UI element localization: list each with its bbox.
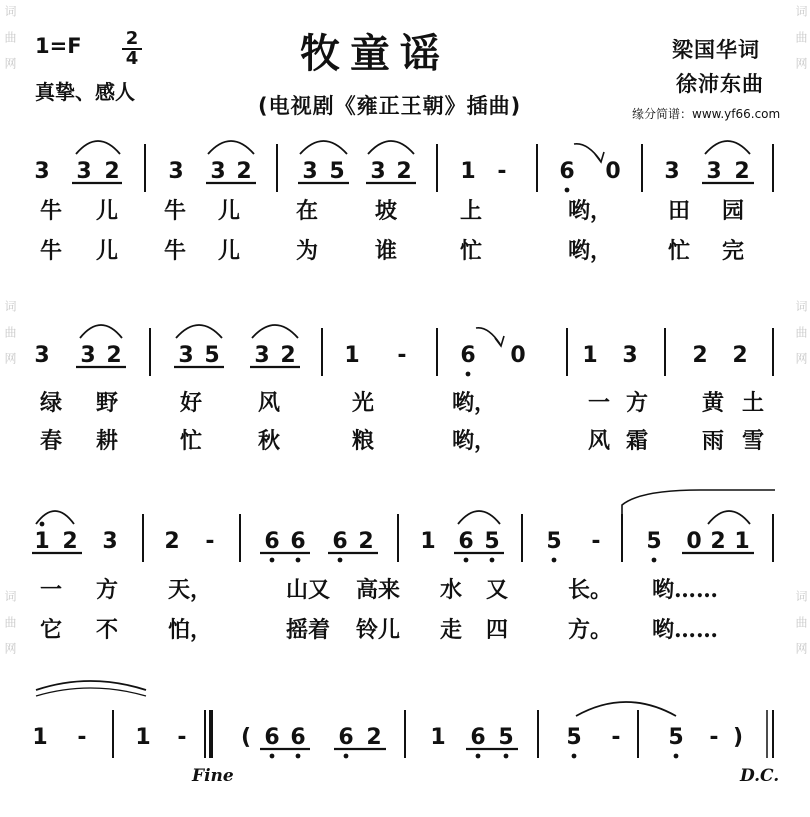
note-digit: 1 <box>344 343 360 368</box>
slur <box>176 325 222 338</box>
note-digit: 0 <box>686 529 702 554</box>
note-digit: 3 <box>34 159 50 184</box>
note-digit: 5 <box>484 529 500 554</box>
note-digit: 1 <box>420 529 436 554</box>
lyric-verse-2: 霜 <box>626 428 649 454</box>
note-digit: 6 <box>470 725 486 750</box>
dc-marking: D.C. <box>740 766 780 786</box>
lyric-verse-2: 怕， <box>168 617 213 643</box>
lyric-verse-1: 牛 <box>40 198 63 224</box>
lyric-verse-2: 哟， <box>452 428 497 454</box>
slur <box>300 141 347 154</box>
note-digit: 6 <box>264 725 280 750</box>
lyric-verse-2: 谁 <box>375 238 398 264</box>
note-digit: 5 <box>668 725 684 750</box>
note-digit: 6 <box>559 159 575 184</box>
note-digit: 5 <box>204 343 220 368</box>
note-digit: 1 <box>734 529 750 554</box>
lyric-verse-1: 在 <box>296 198 319 224</box>
lyric-verse-2: 粮 <box>352 428 375 454</box>
slur <box>80 325 122 338</box>
lyric-verse-1: 一 <box>588 390 611 416</box>
lyric-verse-1: 田 <box>668 198 691 224</box>
note-digit: 6 <box>290 529 306 554</box>
note-digit: 5 <box>329 159 345 184</box>
lyric-verse-2: 四 <box>486 617 509 643</box>
lyric-verse-2: 春 <box>40 428 63 454</box>
dash-hold: - <box>77 725 87 750</box>
note-digit: 3 <box>210 159 226 184</box>
time-signature-top: 2 <box>122 30 142 50</box>
lyric-verse-1: 儿 <box>96 198 119 224</box>
fine-marking: Fine <box>192 766 234 786</box>
note-digit: 3 <box>664 159 680 184</box>
lyric-verse-1: 方 <box>96 577 119 603</box>
watermark-left-1: 词曲网 <box>3 5 17 83</box>
tempo-mood: 真挚、感人 <box>35 80 135 104</box>
lyric-verse-2: 它 <box>40 617 63 643</box>
note-digit: 2 <box>710 529 726 554</box>
key-signature: 1=F <box>35 34 82 58</box>
note-digit: 3 <box>168 159 184 184</box>
tie <box>36 688 146 696</box>
dash-hold: - <box>397 343 407 368</box>
octave-dot-low <box>466 372 471 377</box>
dash-hold: - <box>497 159 507 184</box>
watermark-right-3: 词曲网 <box>794 590 808 668</box>
note-digit: 3 <box>80 343 96 368</box>
octave-dot-low <box>344 754 349 759</box>
dash-hold: - <box>591 529 601 554</box>
octave-dot-low <box>565 188 570 193</box>
note-digit: 6 <box>264 529 280 554</box>
tie <box>36 681 146 690</box>
lyric-verse-2: 完 <box>722 238 745 264</box>
lyric-verse-1: 哟…… <box>652 577 719 603</box>
lyric-verse-1: 高来 <box>356 577 401 603</box>
lyric-verse-2: 方。 <box>568 617 613 643</box>
note-digit: 3 <box>102 529 118 554</box>
composer-credit: 徐沛东曲 <box>676 72 764 96</box>
glissando-arrow <box>574 144 600 160</box>
note-digit: 1 <box>34 529 50 554</box>
lyric-verse-2: 不 <box>96 617 119 643</box>
note-digit: ( <box>240 725 252 750</box>
lyric-verse-2: 哟…… <box>652 617 719 643</box>
note-digit: 1 <box>32 725 48 750</box>
note-digit: 2 <box>280 343 296 368</box>
ending-bracket <box>622 490 775 525</box>
note-digit: 2 <box>164 529 180 554</box>
lyric-verse-2: 摇着 <box>286 617 331 643</box>
lyric-verse-1: 山又 <box>286 577 331 603</box>
lyric-verse-2: 牛 <box>40 238 63 264</box>
lyric-verse-2: 儿 <box>96 238 119 264</box>
lyric-verse-1: 绿 <box>40 390 63 416</box>
lyric-verse-2: 牛 <box>164 238 187 264</box>
slur <box>208 141 254 154</box>
lyric-verse-2: 秋 <box>258 428 281 454</box>
octave-dot-low <box>552 558 557 563</box>
octave-dot-low <box>270 754 275 759</box>
lyric-verse-2: 铃儿 <box>356 617 401 643</box>
lyric-verse-1: 风 <box>258 390 281 416</box>
song-subtitle: (电视剧《雍正王朝》插曲) <box>258 94 522 118</box>
lyric-verse-2: 走 <box>440 617 463 643</box>
octave-dot-low <box>296 754 301 759</box>
note-digit: 5 <box>646 529 662 554</box>
note-digit: 2 <box>396 159 412 184</box>
lyric-verse-1: 光 <box>352 390 375 416</box>
dash-hold: - <box>709 725 719 750</box>
note-digit: 3 <box>302 159 318 184</box>
lyric-verse-1: 长。 <box>568 577 613 603</box>
lyric-verse-2: 忙 <box>180 428 203 454</box>
note-digit: 0 <box>510 343 526 368</box>
note-digit: ) <box>732 725 744 750</box>
dash-hold: - <box>611 725 621 750</box>
note-digit: 6 <box>338 725 354 750</box>
lyric-verse-2: 风 <box>588 428 611 454</box>
octave-dot-high <box>40 522 45 527</box>
watermark-right-2: 词曲网 <box>794 300 808 378</box>
note-digit: 5 <box>546 529 562 554</box>
watermark-right-1: 词曲网 <box>794 5 808 83</box>
lyric-verse-2: 耕 <box>96 428 119 454</box>
note-digit: 2 <box>366 725 382 750</box>
lyric-verse-1: 上 <box>460 198 483 224</box>
lyric-verse-2: 雨 <box>702 428 725 454</box>
lyric-verse-2: 儿 <box>218 238 241 264</box>
note-digit: 2 <box>236 159 252 184</box>
lyric-verse-1: 野 <box>96 390 119 416</box>
note-digit: 3 <box>706 159 722 184</box>
lyric-verse-1: 黄 <box>702 390 725 416</box>
note-digit: 1 <box>430 725 446 750</box>
octave-dot-low <box>674 754 679 759</box>
note-digit: 6 <box>458 529 474 554</box>
slur <box>252 325 298 338</box>
lyric-verse-2: 雪 <box>742 428 765 454</box>
song-title: 牧童谣 <box>300 30 450 77</box>
note-digit: 2 <box>62 529 78 554</box>
lyric-verse-2: 忙 <box>460 238 483 264</box>
octave-dot-low <box>338 558 343 563</box>
note-digit: 0 <box>605 159 621 184</box>
lyric-verse-1: 园 <box>722 198 745 224</box>
slur <box>705 141 750 154</box>
arrow-head <box>595 152 604 162</box>
octave-dot-low <box>476 754 481 759</box>
octave-dot-low <box>504 754 509 759</box>
lyric-verse-1: 哟， <box>452 390 497 416</box>
note-digit: 6 <box>332 529 348 554</box>
note-digit: 2 <box>732 343 748 368</box>
note-digit: 3 <box>76 159 92 184</box>
octave-dot-low <box>572 754 577 759</box>
lyric-verse-1: 又 <box>486 577 509 603</box>
lyric-verse-1: 哟， <box>568 198 613 224</box>
note-digit: 3 <box>34 343 50 368</box>
lyric-verse-1: 土 <box>742 390 765 416</box>
source-website: 缘分简谱：www.yf66.com <box>632 107 781 121</box>
lyric-verse-1: 方 <box>626 390 649 416</box>
octave-dot-low <box>464 558 469 563</box>
lyricist-credit: 梁国华词 <box>672 38 760 62</box>
tie <box>576 702 676 716</box>
lyric-verse-2: 忙 <box>668 238 691 264</box>
lyric-verse-2: 为 <box>296 238 319 264</box>
slur <box>458 511 500 524</box>
note-digit: 2 <box>358 529 374 554</box>
dash-hold: - <box>205 529 215 554</box>
lyric-verse-1: 水 <box>440 577 463 603</box>
octave-dot-low <box>490 558 495 563</box>
lyric-verse-1: 一 <box>40 577 63 603</box>
note-digit: 5 <box>566 725 582 750</box>
dash-hold: - <box>177 725 187 750</box>
arrow-head <box>495 336 504 346</box>
note-digit: 2 <box>734 159 750 184</box>
watermark-left-3: 词曲网 <box>3 590 17 668</box>
watermark-left-2: 词曲网 <box>3 300 17 378</box>
note-digit: 6 <box>460 343 476 368</box>
note-digit: 1 <box>135 725 151 750</box>
time-signature-bottom: 4 <box>125 48 139 69</box>
note-digit: 2 <box>104 159 120 184</box>
note-digit: 3 <box>178 343 194 368</box>
lyric-verse-2: 哟， <box>568 238 613 264</box>
note-digit: 3 <box>370 159 386 184</box>
lyric-verse-1: 好 <box>180 390 203 416</box>
note-digit: 2 <box>692 343 708 368</box>
lyric-verse-1: 坡 <box>375 198 398 224</box>
note-digit: 5 <box>498 725 514 750</box>
octave-dot-low <box>652 558 657 563</box>
note-digit: 6 <box>290 725 306 750</box>
slur <box>708 511 750 524</box>
note-digit: 3 <box>622 343 638 368</box>
note-digit: 1 <box>582 343 598 368</box>
slur <box>76 141 120 154</box>
lyric-verse-1: 牛 <box>164 198 187 224</box>
glissando-arrow <box>476 328 500 344</box>
note-digit: 1 <box>460 159 476 184</box>
note-digit: 3 <box>254 343 270 368</box>
slur <box>368 141 414 154</box>
note-digit: 2 <box>106 343 122 368</box>
octave-dot-low <box>270 558 275 563</box>
lyric-verse-1: 儿 <box>218 198 241 224</box>
lyric-verse-1: 天， <box>168 577 213 603</box>
octave-dot-low <box>296 558 301 563</box>
